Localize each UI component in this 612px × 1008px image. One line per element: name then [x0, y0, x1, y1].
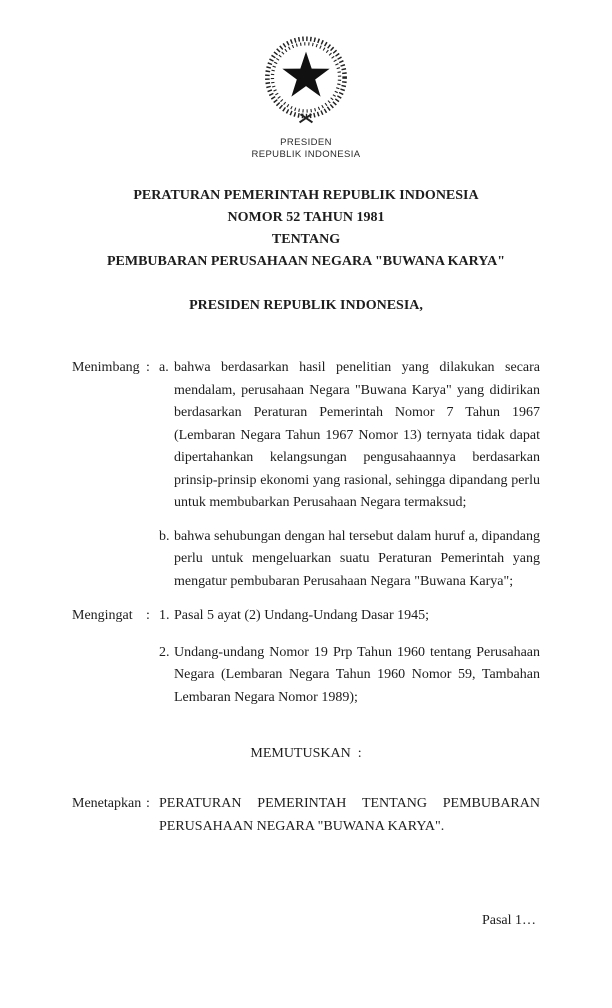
page-catchword: Pasal 1… [481, 913, 536, 928]
title-line-number: NOMOR 52 TAHUN 1981 [227, 210, 385, 225]
star-wreath-seal-icon [260, 34, 352, 130]
item-text: bahwa sehubungan dengan hal tersebut dalam huruf a, dipandang perlu untuk mengeluarkan suatu Peraturan Pemerintah yang mengatur pembubaran Perusahaan Negara "Buwana Karya"; [174, 528, 540, 589]
clause-label: Menetapkan [72, 796, 142, 811]
clause-menetapkan [72, 793, 540, 838]
letterhead [72, 34, 540, 161]
clause-label: Mengingat [72, 608, 133, 623]
item-text: bahwa berdasarkan hasil penelitian yang dilakukan secara mendalam, perusahaan Negara "Buwana Karya" yang didirikan berdasarkan Peraturan Pemerintah Nomor 7 Tahun 1967 (Lembaran Negara Tahun 1967 Nomor 13) ternyata tidak dapat dipertahankan kelangsungan pengusahaannya berdasarkan prinsip-prinsip ekonomi yang rasional, sehingga dipandang perlu untuk membubarkan Perusahaan Negara termaksud; [174, 360, 540, 510]
clause-content [159, 793, 540, 838]
legal-basis-item-1 [159, 605, 540, 628]
item-marker: b. [159, 528, 170, 544]
document-title [72, 185, 540, 273]
clause-content [159, 605, 540, 709]
item-marker: 2. [159, 644, 170, 660]
seal-caption-line1: PRESIDEN [280, 137, 332, 148]
consideration-item-b [159, 526, 540, 594]
title-line-subject: PEMBUBARAN PERUSAHAAN NEGARA "BUWANA KARYA" [106, 254, 505, 269]
clause-colon: : [146, 796, 150, 811]
seal-caption-line2: REPUBLIK INDONESIA [251, 149, 361, 160]
title-line-tentang: TENTANG [271, 232, 341, 247]
decision-heading: MEMUTUSKAN : [250, 746, 362, 761]
clause-colon: : [146, 608, 150, 623]
legal-basis-item-2 [159, 642, 540, 710]
item-text: Undang-undang Nomor 19 Prp Tahun 1960 tentang Perusahaan Negara (Lembaran Negara Tahun 1960 Nomor 59, Tambahan Lembaran Negara Nomor 1989); [174, 644, 540, 705]
clause-content [159, 357, 540, 593]
clause-menimbang [72, 357, 540, 593]
item-text: Pasal 5 ayat (2) Undang-Undang Dasar 1945; [174, 608, 430, 623]
clause-colon: : [146, 360, 150, 375]
item-marker: a. [159, 360, 169, 375]
document-body [72, 357, 540, 932]
item-marker: 1. [159, 608, 170, 623]
enactment-text: PERATURAN PEMERINTAH TENTANG PEMBUBARAN PERUSAHAAN NEGARA "BUWANA KARYA". [159, 796, 540, 834]
enactment-text-row [159, 793, 540, 838]
consideration-item-a [159, 357, 540, 515]
clause-mengingat [72, 605, 540, 709]
opening-heading: PRESIDEN REPUBLIK INDONESIA, [189, 298, 423, 313]
clause-label: Menimbang [72, 360, 140, 375]
seal-caption [72, 137, 540, 161]
title-line-regulation: PERATURAN PEMERINTAH REPUBLIK INDONESIA [133, 188, 479, 203]
